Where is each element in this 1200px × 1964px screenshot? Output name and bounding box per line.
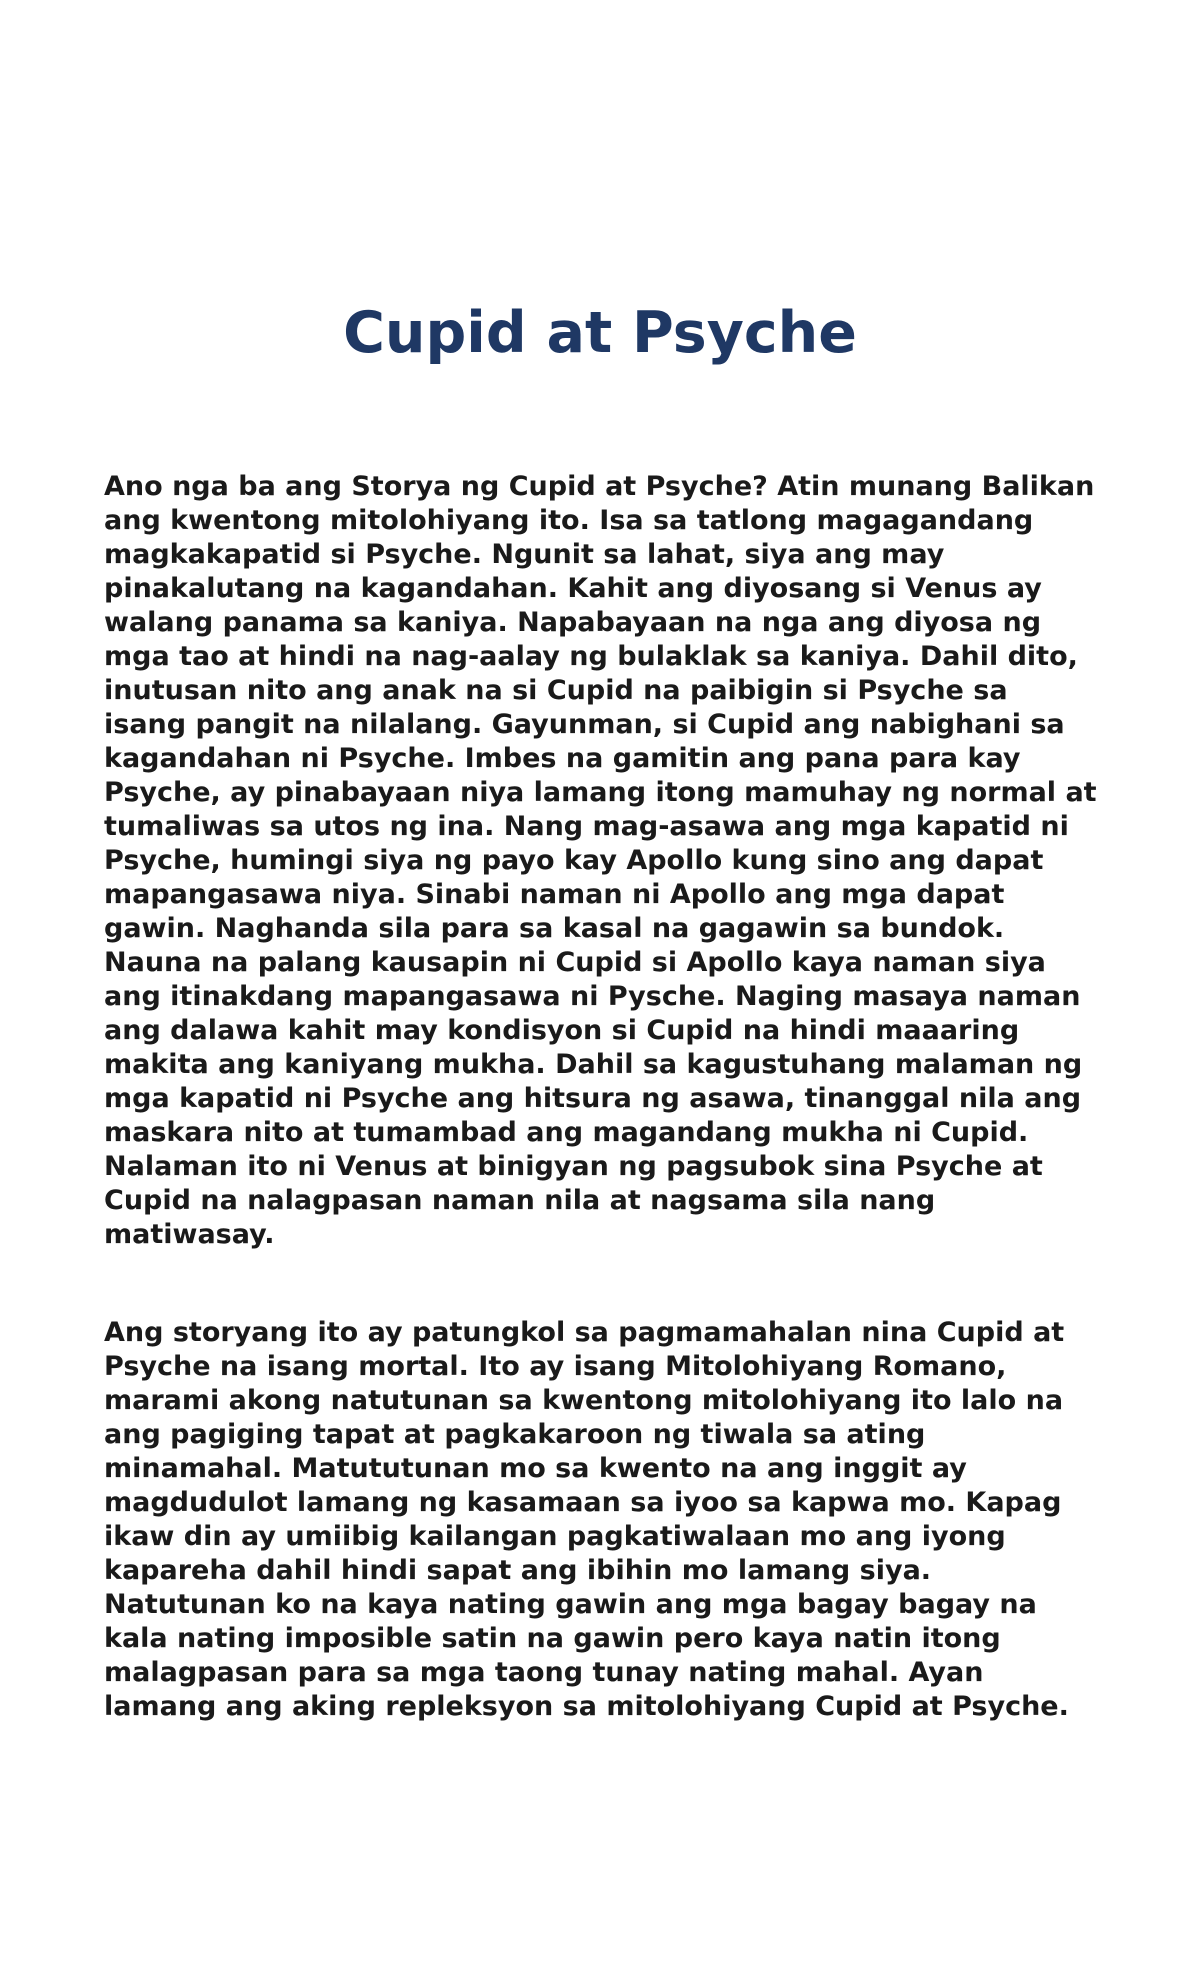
paragraph-line: mapangasawa niya. Sinabi naman ni Apollo ang mga dapat — [104, 879, 1005, 910]
paragraph-line: isang pangit na nilalang. Gayunman, si Cupid ang nabighani sa — [104, 709, 1065, 740]
paragraph-line: ang itinakdang mapangasawa ni Pysche. Naging masaya naman — [104, 981, 1081, 1012]
paragraph-line: mga kapatid ni Psyche ang hitsura ng asawa, tinanggal nila ang — [104, 1083, 1082, 1114]
paragraph-reflection — [104, 1316, 1104, 1724]
paragraph-line: pinakalutang na kagandahan. Kahit ang diyosang si Venus ay — [104, 573, 1042, 604]
paragraph-line: kapareha dahil hindi sapat ang ibihin mo lamang siya. — [104, 1555, 932, 1586]
paragraph-line: ang pagiging tapat at pagkakaroon ng tiwala sa ating — [104, 1419, 926, 1450]
paragraph-story-summary — [104, 470, 1104, 1252]
paragraph-line: Ano nga ba ang Storya ng Cupid at Psyche? Atin munang Balikan — [104, 471, 1095, 502]
paragraph-line: Cupid na nalagpasan naman nila at nagsama sila nang — [104, 1185, 936, 1216]
paragraph-line: Nauna na palang kausapin ni Cupid si Apollo kaya naman siya — [104, 947, 1046, 978]
paragraph-line: Psyche, ay pinabayaan niya lamang itong mamuhay ng normal at — [104, 777, 1097, 808]
paragraph-line: kala nating imposible satin na gawin pero kaya natin itong — [104, 1623, 1001, 1654]
paragraph-line: Natutunan ko na kaya nating gawin ang mga bagay bagay na — [104, 1589, 1037, 1620]
paragraph-line: kagandahan ni Psyche. Imbes na gamitin ang pana para kay — [104, 743, 1021, 774]
paragraph-line: Ang storyang ito ay patungkol sa pagmamahalan nina Cupid at — [104, 1317, 1065, 1348]
paragraph-line: matiwasay. — [104, 1219, 275, 1250]
paragraph-line: walang panama sa kaniya. Napabayaan na nga ang diyosa ng — [104, 607, 1042, 638]
paragraph-line: makita ang kaniyang mukha. Dahil sa kagustuhang malaman ng — [104, 1049, 1083, 1080]
paragraph-line: maskara nito at tumambad ang magandang mukha ni Cupid. — [104, 1117, 1029, 1148]
paragraph-line: ikaw din ay umiibig kailangan pagkatiwalaan mo ang iyong — [104, 1521, 1006, 1552]
paragraph-line: gawin. Naghanda sila para sa kasal na gagawin sa bundok. — [104, 913, 1005, 944]
paragraph-line: magkakapatid si Psyche. Ngunit sa lahat, siya ang may — [104, 539, 945, 570]
paragraph-line: Psyche, humingi siya ng payo kay Apollo kung sino ang dapat — [104, 845, 1044, 876]
paragraph-line: marami akong natutunan sa kwentong mitolohiyang ito lalo na — [104, 1385, 1064, 1416]
paragraph-line: inutusan nito ang anak na si Cupid na paibigin si Psyche sa — [104, 675, 1008, 706]
paragraph-line: ang kwentong mitolohiyang ito. Isa sa tatlong magagandang — [104, 505, 1034, 536]
paragraph-line: ang dalawa kahit may kondisyon si Cupid na hindi maaaring — [104, 1015, 1020, 1046]
paragraph-line: tumaliwas sa utos ng ina. Nang mag-asawa ang mga kapatid ni — [104, 811, 1069, 842]
paragraph-line: magdudulot lamang ng kasamaan sa iyoo sa kapwa mo. Kapag — [104, 1487, 1062, 1518]
page-title: Cupid at Psyche — [343, 300, 857, 366]
paragraph-line: minamahal. Matututunan mo sa kwento na ang inggit ay — [104, 1453, 967, 1484]
paragraph-line: malagpasan para sa mga taong tunay nating mahal. Ayan — [104, 1657, 984, 1688]
paragraph-line: Nalaman ito ni Venus at binigyan ng pagsubok sina Psyche at — [104, 1151, 1043, 1182]
paragraph-line: lamang ang aking repleksyon sa mitolohiyang Cupid at Psyche. — [104, 1691, 1069, 1722]
paragraph-line: mga tao at hindi na nag-aalay ng bulaklak sa kaniya. Dahil dito, — [104, 641, 1078, 672]
paragraph-line: Psyche na isang mortal. Ito ay isang Mitolohiyang Romano, — [104, 1351, 1007, 1382]
